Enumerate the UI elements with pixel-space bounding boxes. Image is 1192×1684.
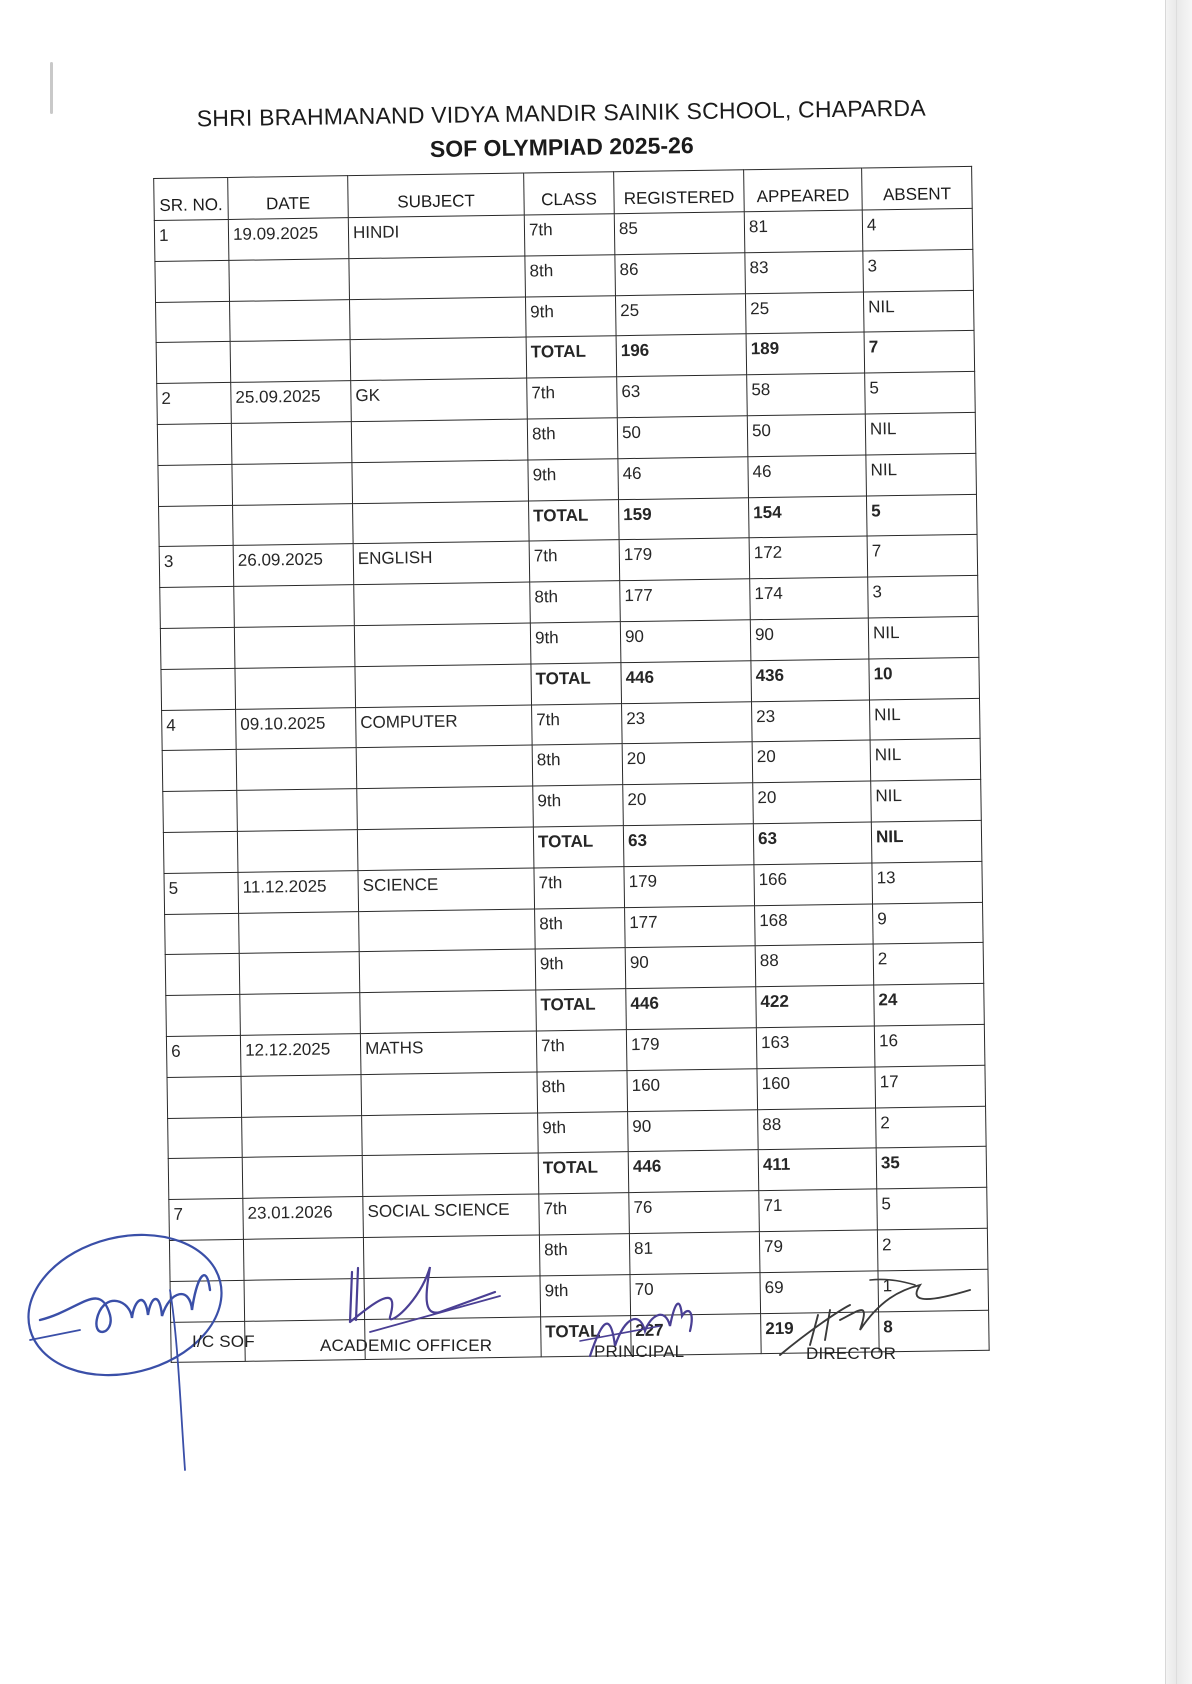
registered-cell: 160 <box>627 1068 758 1111</box>
absent-cell: 7 <box>867 535 978 577</box>
class-cell: 9th <box>533 785 624 827</box>
date-cell <box>235 666 356 709</box>
class-cell: 9th <box>540 1274 631 1316</box>
registered-cell: 179 <box>626 1028 757 1071</box>
results-table <box>153 166 989 1363</box>
sr-no-cell <box>157 423 232 465</box>
registered-cell: 90 <box>628 1109 759 1152</box>
class-cell: 8th <box>525 255 616 297</box>
class-cell: 9th <box>538 1111 629 1153</box>
subject-cell <box>359 949 536 992</box>
date-cell: 12.12.2025 <box>240 1034 361 1077</box>
class-cell: 8th <box>535 907 626 949</box>
registered-cell: 177 <box>620 579 751 622</box>
sr-no-cell <box>163 791 238 833</box>
date-cell <box>242 1115 363 1158</box>
appeared-cell: 58 <box>747 373 866 416</box>
sr-no-cell <box>160 587 235 629</box>
sr-no-cell <box>155 260 230 302</box>
header-class: CLASS <box>524 172 615 215</box>
subject-cell <box>349 297 526 340</box>
subject-cell <box>351 419 528 462</box>
sr-no-cell: 6 <box>166 1035 241 1077</box>
class-cell: 9th <box>530 622 621 664</box>
header-subject: SUBJECT <box>348 173 525 218</box>
registered-cell: 179 <box>619 538 750 581</box>
registered-cell: 159 <box>618 497 749 540</box>
appeared-cell: 71 <box>759 1189 878 1232</box>
class-cell: 8th <box>530 581 621 623</box>
registered-cell: 76 <box>629 1191 760 1234</box>
appeared-cell: 50 <box>747 414 866 457</box>
registered-cell: 227 <box>631 1313 762 1356</box>
absent-cell: 24 <box>874 983 985 1025</box>
class-cell: 7th <box>534 866 625 908</box>
date-cell <box>233 503 354 546</box>
subject-cell: ENGLISH <box>353 541 530 584</box>
ic-sof-label: I/C SOF <box>192 1332 255 1351</box>
subject-cell: COMPUTER <box>356 705 533 748</box>
sr-no-cell <box>165 954 240 996</box>
appeared-cell: 422 <box>756 985 875 1028</box>
subject-cell <box>357 827 534 870</box>
subject-cell <box>359 909 536 952</box>
registered-cell: 70 <box>630 1272 761 1315</box>
class-cell: TOTAL <box>536 989 627 1031</box>
absent-cell: NIL <box>870 739 981 781</box>
appeared-cell: 83 <box>745 251 864 294</box>
date-cell <box>232 462 353 505</box>
absent-cell: 8 <box>879 1310 990 1352</box>
sr-no-cell <box>159 505 234 547</box>
date-cell <box>240 993 361 1036</box>
appeared-cell: 69 <box>760 1271 879 1314</box>
date-cell: 25.09.2025 <box>231 381 352 424</box>
registered-cell: 20 <box>622 742 753 785</box>
class-cell: 8th <box>539 1234 630 1276</box>
class-cell: 7th <box>527 377 618 419</box>
sr-no-cell <box>160 627 235 669</box>
date-cell <box>237 830 358 873</box>
document-sheet <box>146 90 995 1363</box>
registered-cell: 196 <box>616 334 747 377</box>
date-cell <box>239 911 360 954</box>
registered-cell: 446 <box>621 661 752 704</box>
registered-cell: 85 <box>614 212 745 255</box>
absent-cell: NIL <box>868 616 979 658</box>
absent-cell: 4 <box>862 208 973 250</box>
absent-cell: 10 <box>869 657 980 699</box>
absent-cell: 13 <box>872 861 983 903</box>
academic-officer-label: ACADEMIC OFFICER <box>320 1336 493 1355</box>
sr-no-cell <box>168 1158 243 1200</box>
absent-cell: NIL <box>869 698 980 740</box>
date-cell <box>237 789 358 832</box>
appeared-cell: 189 <box>746 332 865 375</box>
subject-cell <box>353 501 530 544</box>
sr-no-cell <box>156 342 231 384</box>
subject-cell <box>355 664 532 707</box>
class-cell: 7th <box>539 1193 630 1235</box>
appeared-cell: 63 <box>753 822 872 865</box>
absent-cell: 9 <box>873 902 984 944</box>
registered-cell: 179 <box>624 864 755 907</box>
registered-cell: 63 <box>617 375 748 418</box>
appeared-cell: 163 <box>756 1026 875 1069</box>
absent-cell: 2 <box>877 1228 988 1270</box>
date-cell: 19.09.2025 <box>228 218 349 261</box>
class-cell: TOTAL <box>531 662 622 704</box>
sr-no-cell: 3 <box>159 546 234 588</box>
class-cell: 7th <box>536 1030 627 1072</box>
date-cell <box>230 340 351 383</box>
sr-no-cell <box>158 464 233 506</box>
absent-cell: 5 <box>865 372 976 414</box>
date-cell <box>242 1156 363 1199</box>
appeared-cell: 25 <box>745 292 864 335</box>
header-absent: ABSENT <box>862 166 973 210</box>
class-cell: TOTAL <box>533 826 624 868</box>
subject-cell: MATHS <box>360 1031 537 1074</box>
appeared-cell: 219 <box>761 1311 880 1354</box>
sr-no-cell <box>161 668 236 710</box>
class-cell: 8th <box>532 744 623 786</box>
appeared-cell: 20 <box>752 740 871 783</box>
header-sr-no: SR. NO. <box>154 177 229 220</box>
registered-cell: 90 <box>620 620 751 663</box>
absent-cell: 3 <box>868 576 979 618</box>
registered-cell: 86 <box>615 253 746 296</box>
absent-cell: 5 <box>866 494 977 536</box>
absent-cell: 35 <box>876 1147 987 1189</box>
subject-cell <box>354 582 531 625</box>
staple-mark <box>50 62 53 114</box>
sr-no-cell: 5 <box>164 872 239 914</box>
appeared-cell: 88 <box>755 944 874 987</box>
absent-cell: 2 <box>873 943 984 985</box>
sr-no-cell <box>166 995 241 1037</box>
registered-cell: 46 <box>618 457 749 500</box>
table-body <box>154 208 989 1362</box>
class-cell: 9th <box>525 295 616 337</box>
appeared-cell: 174 <box>750 577 869 620</box>
appeared-cell: 172 <box>749 536 868 579</box>
registered-cell: 63 <box>623 824 754 867</box>
subject-cell: GK <box>351 378 528 421</box>
date-cell: 26.09.2025 <box>233 544 354 587</box>
appeared-cell: 23 <box>752 700 871 743</box>
subject-cell <box>362 1153 539 1196</box>
subject-cell <box>362 1112 539 1155</box>
registered-cell: 81 <box>629 1232 760 1275</box>
director-label: DIRECTOR <box>806 1344 897 1363</box>
date-cell <box>236 748 357 791</box>
class-cell: TOTAL <box>541 1315 632 1357</box>
appeared-cell: 160 <box>757 1067 876 1110</box>
date-cell <box>230 299 351 342</box>
subject-cell: HINDI <box>348 215 525 258</box>
appeared-cell: 88 <box>758 1107 877 1150</box>
class-cell: 8th <box>537 1070 628 1112</box>
subject-cell <box>354 623 531 666</box>
absent-cell: 7 <box>864 331 975 373</box>
principal-label: PRINCIPAL <box>594 1342 685 1361</box>
sr-no-cell: 1 <box>154 219 229 261</box>
date-cell <box>231 422 352 465</box>
class-cell: TOTAL <box>526 336 617 378</box>
absent-cell: 2 <box>876 1106 987 1148</box>
school-name: SHRI BRAHMANAND VIDYA MANDIR SAINIK SCHOOL, CHAPARDA <box>196 94 926 132</box>
absent-cell: NIL <box>865 412 976 454</box>
subject-cell <box>356 745 533 788</box>
appeared-cell: 166 <box>754 863 873 906</box>
absent-cell: 3 <box>863 249 974 291</box>
date-cell <box>241 1074 362 1117</box>
absent-cell: 1 <box>878 1269 989 1311</box>
appeared-cell: 46 <box>748 455 867 498</box>
sr-no-cell: 2 <box>157 383 232 425</box>
registered-cell: 446 <box>628 1150 759 1193</box>
subject-cell <box>361 1072 538 1115</box>
date-cell <box>234 626 355 669</box>
subject-cell <box>360 990 537 1033</box>
date-cell <box>234 585 355 628</box>
appeared-cell: 90 <box>750 618 869 661</box>
subject-cell: SOCIAL SCIENCE <box>363 1194 540 1237</box>
class-cell: 8th <box>527 418 618 460</box>
registered-cell: 25 <box>615 293 746 336</box>
appeared-cell: 20 <box>753 781 872 824</box>
absent-cell: NIL <box>866 453 977 495</box>
sr-no-cell <box>162 750 237 792</box>
sr-no-cell <box>163 831 238 873</box>
registered-cell: 177 <box>625 905 756 948</box>
absent-cell: NIL <box>871 820 982 862</box>
class-cell: 7th <box>532 703 623 745</box>
registered-cell: 446 <box>626 987 757 1030</box>
absent-cell: 17 <box>875 1065 986 1107</box>
appeared-cell: 79 <box>759 1230 878 1273</box>
subject-cell: SCIENCE <box>358 868 535 911</box>
class-cell: 7th <box>524 214 615 256</box>
absent-cell: NIL <box>871 780 982 822</box>
sr-no-cell: 7 <box>169 1198 244 1240</box>
appeared-cell: 168 <box>755 904 874 947</box>
registered-cell: 20 <box>623 783 754 826</box>
subject-cell <box>357 786 534 829</box>
appeared-cell: 436 <box>751 659 870 702</box>
appeared-cell: 411 <box>758 1148 877 1191</box>
date-cell: 09.10.2025 <box>236 707 357 750</box>
appeared-cell: 154 <box>748 496 867 539</box>
class-cell: 9th <box>528 458 619 500</box>
registered-cell: 23 <box>622 701 753 744</box>
date-cell <box>229 258 350 301</box>
subject-cell <box>352 460 529 503</box>
date-cell: 11.12.2025 <box>238 870 359 913</box>
sr-no-cell <box>165 913 240 955</box>
sr-no-cell <box>168 1117 243 1159</box>
absent-cell: NIL <box>863 290 974 332</box>
subject-cell <box>350 337 527 380</box>
class-cell: 9th <box>535 948 626 990</box>
sr-no-cell: 4 <box>162 709 237 751</box>
class-cell: TOTAL <box>528 499 619 541</box>
header-date: DATE <box>228 176 349 220</box>
sr-no-cell <box>167 1076 242 1118</box>
registered-cell: 50 <box>617 416 748 459</box>
appeared-cell: 81 <box>744 210 863 253</box>
subject-cell <box>349 256 526 299</box>
header-appeared: APPEARED <box>744 168 863 212</box>
date-cell: 23.01.2026 <box>243 1197 364 1240</box>
class-cell: 7th <box>529 540 620 582</box>
signature-area <box>0 1280 1192 1610</box>
date-cell <box>239 952 360 995</box>
sr-no-cell <box>156 301 231 343</box>
registered-cell: 90 <box>625 946 756 989</box>
class-cell: TOTAL <box>538 1152 629 1194</box>
absent-cell: 5 <box>877 1187 988 1229</box>
absent-cell: 16 <box>874 1024 985 1066</box>
header-registered: REGISTERED <box>614 170 745 214</box>
exam-title: SOF OLYMPIAD 2025-26 <box>429 132 694 162</box>
